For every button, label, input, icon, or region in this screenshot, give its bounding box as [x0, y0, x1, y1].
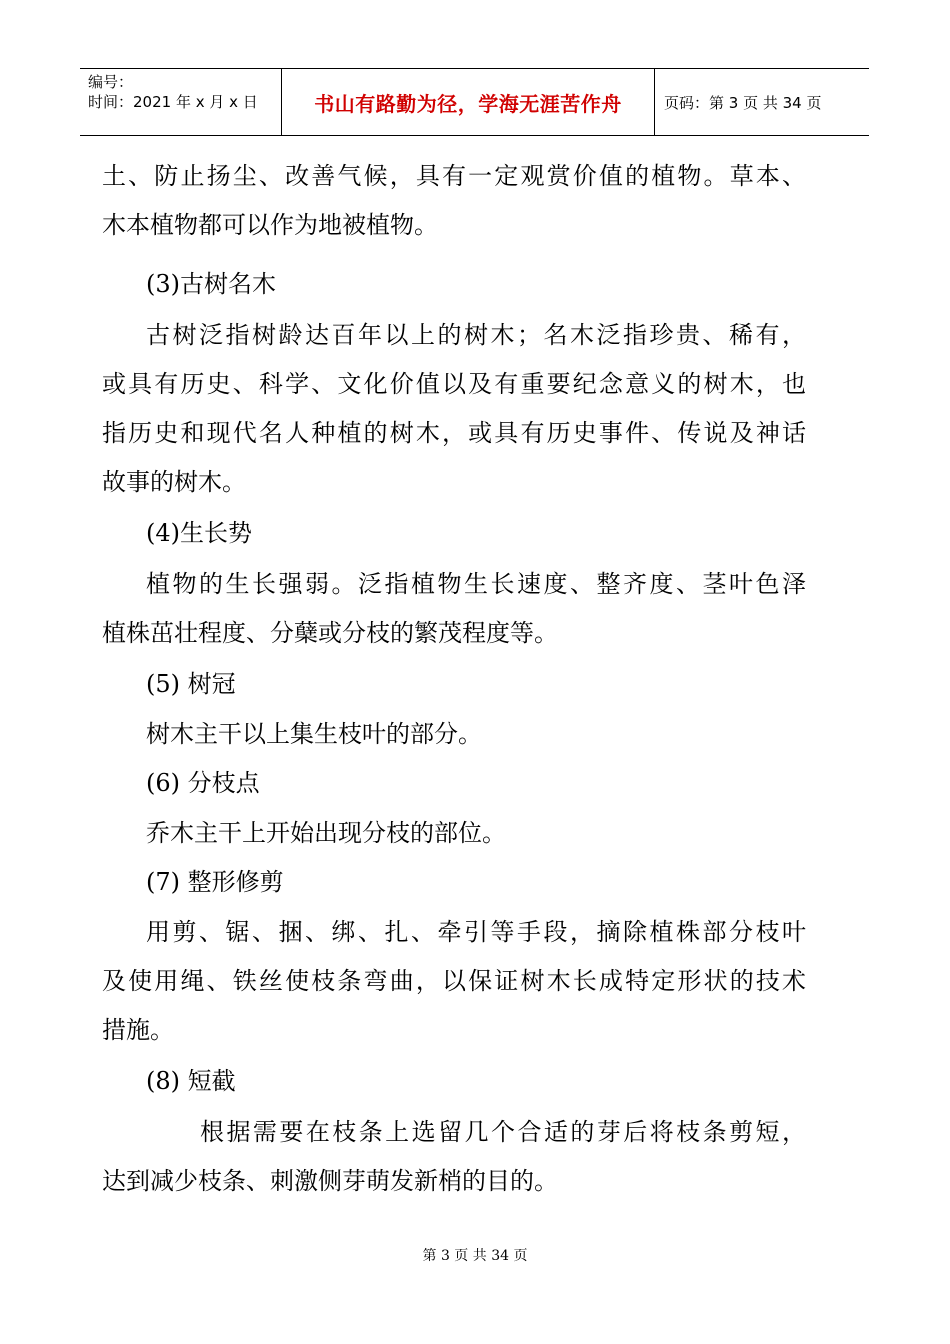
body-line: 用剪、锯、捆、绑、扎、牵引等手段，摘除植株部分枝叶 [146, 918, 806, 946]
header-motto: 书山有路勤为径，学海无涯苦作舟 [314, 91, 622, 116]
section-heading: (5) 树冠 [146, 670, 236, 698]
section-heading: (7) 整形修剪 [146, 868, 284, 896]
body-line: 故事的树木。 [102, 468, 246, 496]
body-line: 及使用绳、铁丝使枝条弯曲，以保证树木长成特定形状的技术 [102, 967, 806, 995]
header-page-cell [655, 69, 869, 135]
body-line: 古树泛指树龄达百年以上的树木；名木泛指珍贵、稀有， [146, 321, 806, 349]
page-footer: 第 3 页 共 34 页 [422, 1248, 528, 1264]
section-heading: (8) 短截 [146, 1067, 236, 1095]
body-line: 木本植物都可以作为地被植物。 [102, 211, 438, 239]
header-page-info: 页码：第 3 页 共 34 页 [664, 93, 822, 112]
header-table [80, 68, 869, 136]
section-heading: (6) 分枝点 [146, 769, 260, 797]
body-line: 根据需要在枝条上选留几个合适的芽后将枝条剪短， [200, 1118, 806, 1146]
document-number-label: 编号： [88, 73, 134, 91]
section-heading: (4)生长势 [146, 519, 252, 547]
header-motto-cell [282, 69, 655, 135]
document-date-label: 时间：2021 年 x 月 x 日 [88, 93, 258, 111]
body-line: 树木主干以上集生枝叶的部分。 [146, 720, 482, 748]
section-heading: (3)古树名木 [146, 270, 276, 298]
body-line: 措施。 [102, 1016, 174, 1044]
body-line: 土、防止扬尘、改善气候，具有一定观赏价值的植物。草本、 [102, 162, 806, 190]
body-line: 达到减少枝条、刺激侧芽萌发新梢的目的。 [102, 1167, 558, 1195]
body-line: 植株茁壮程度、分蘖或分枝的繁茂程度等。 [102, 619, 558, 647]
body-line: 植物的生长强弱。泛指植物生长速度、整齐度、茎叶色泽 [146, 570, 806, 598]
body-line: 或具有历史、科学、文化价值以及有重要纪念意义的树木，也 [102, 370, 806, 398]
header-meta [80, 69, 282, 135]
body-line: 乔木主干上开始出现分枝的部位。 [146, 819, 506, 847]
body-line: 指历史和现代名人种植的树木，或具有历史事件、传说及神话 [102, 419, 806, 447]
